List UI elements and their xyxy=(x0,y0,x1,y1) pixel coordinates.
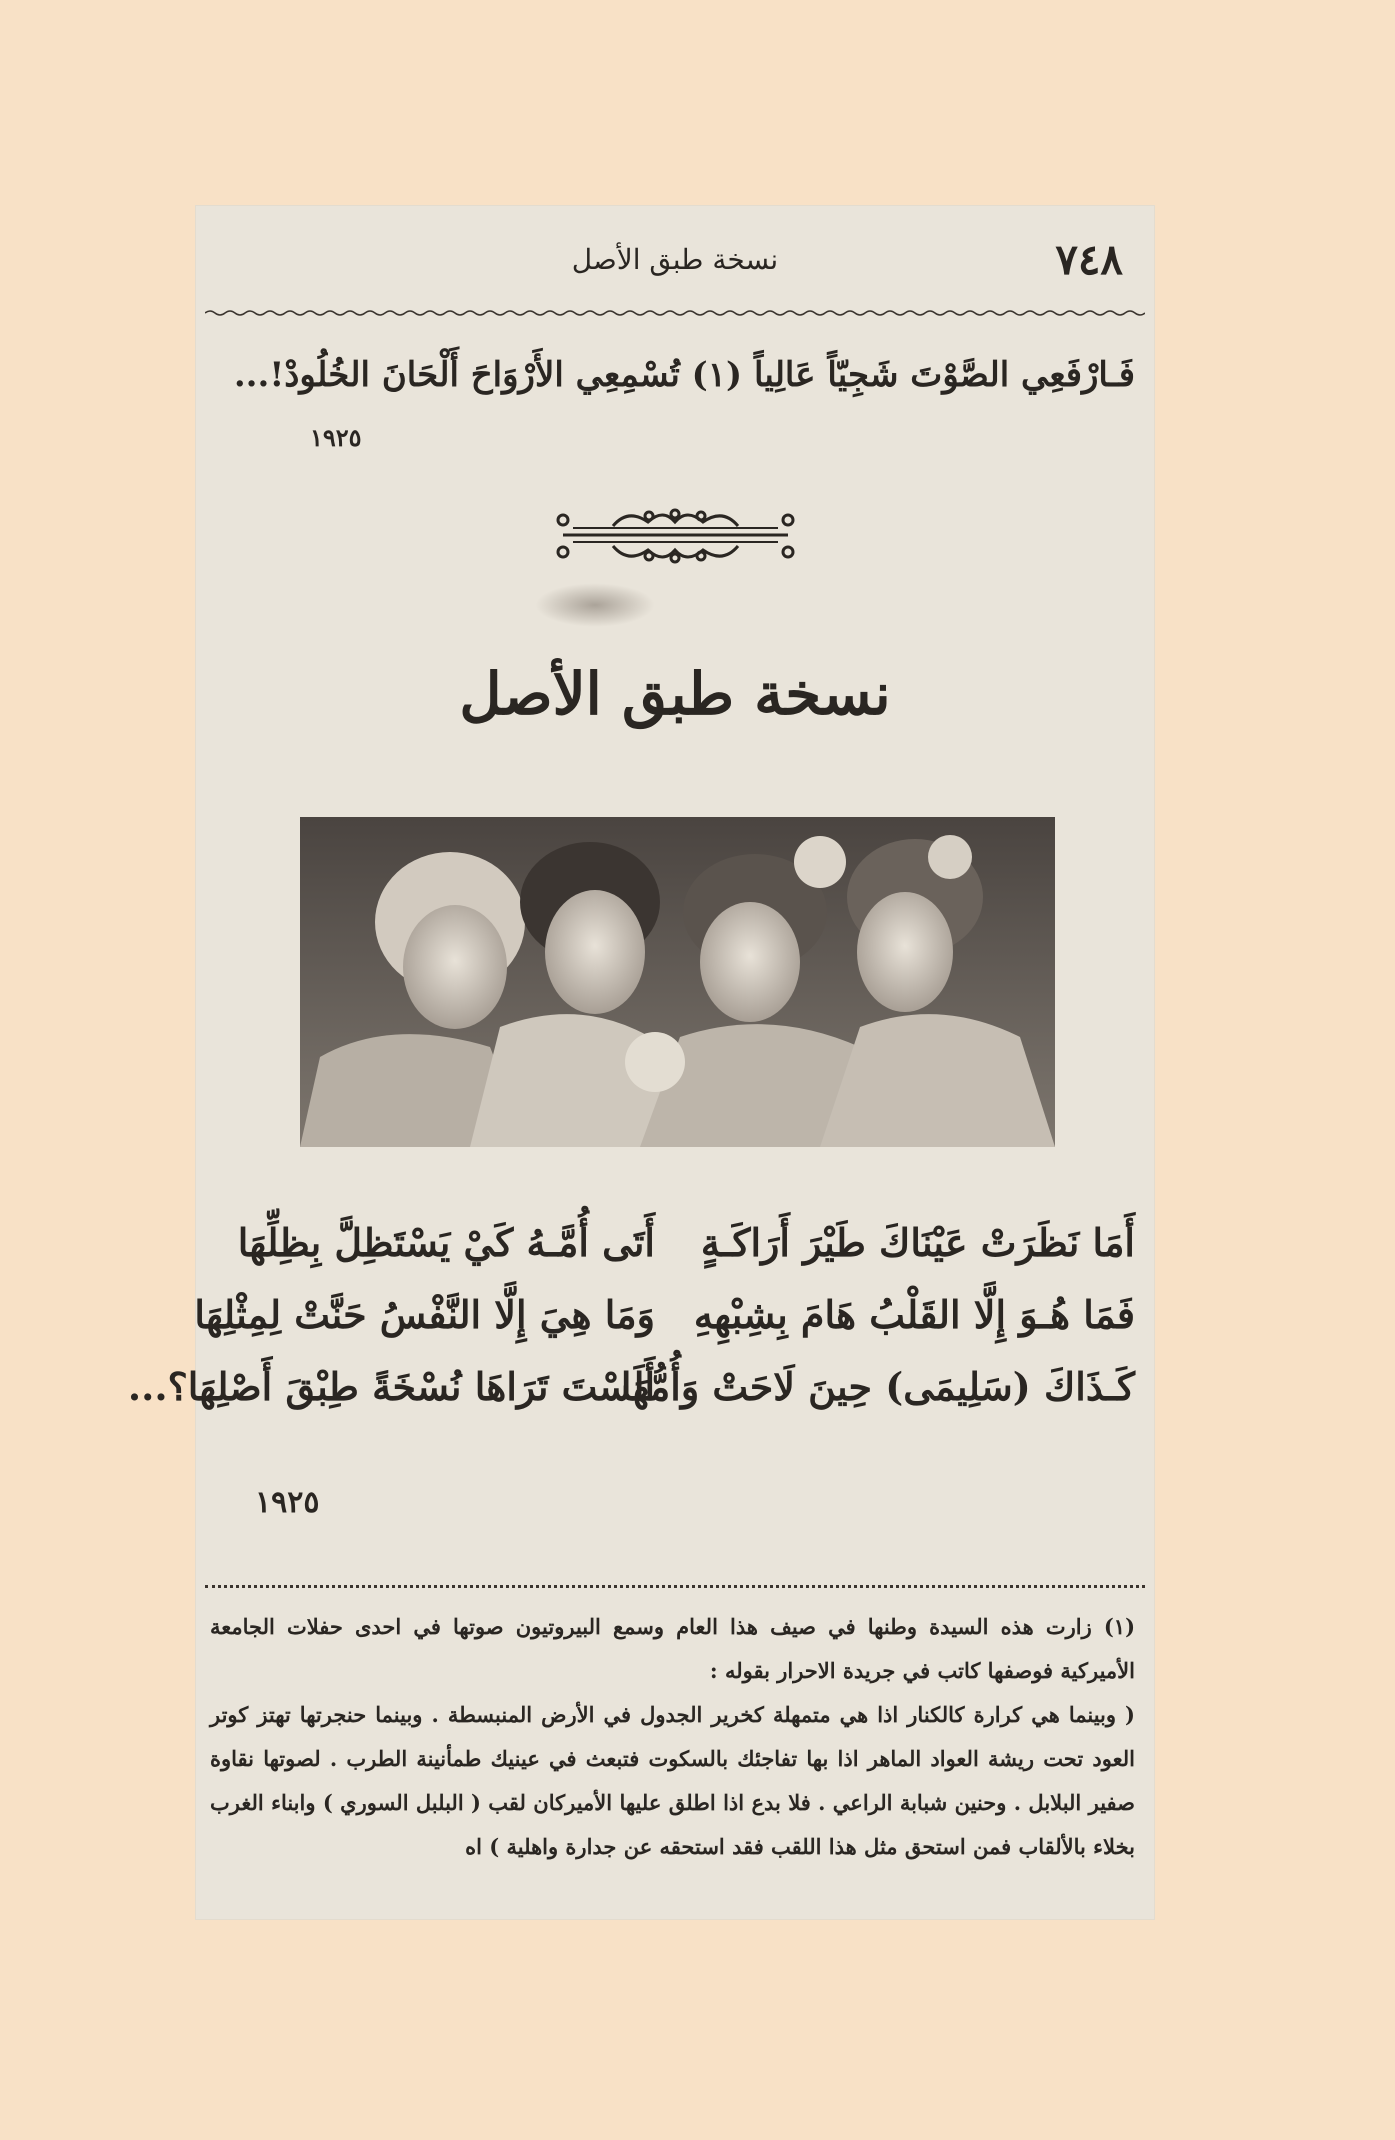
poem-hemistich-left: أَتَى أُمَّـهُ كَيْ يَسْتَظِلَّ بِظِلِّهَا xyxy=(237,1220,655,1265)
magazine-page xyxy=(127,205,1155,1920)
poem-date: ١٩٢٥ xyxy=(255,1485,320,1520)
poem-hemistich-right: فَمَا هُـوَ إِلَّا القَلْبُ هَامَ بِشِبْهِهِ xyxy=(693,1292,1135,1337)
main-title: نسخة طبق الأصل xyxy=(459,660,891,728)
group-photograph xyxy=(300,817,1055,1147)
poem-hemistich-left: أَلَسْتَ تَرَاهَا نُسْخَةً طِبْقَ أَصْلِهَا؟... xyxy=(127,1364,655,1409)
footnote-paragraph-2: ( وبينما هي كرارة كالكنار اذا هي متمهلة كخرير الجدول في الأرض المنبسطة . وبينما حنجرتها تهتز كوتر العود تحت ريشة العواد الماهر اذا بها تفاجئك بالسكوت فتبعث في عينيك طمأنينة الطرب . لصوتها نقاوة صفير البلابل . وحنين شبابة الراعي . فلا بدع اذا اطلق عليها الأميركان لقب ( البلبل السوري ) وابناء الغرب بخلاء بالألقاب فمن استحق مثل هذا اللقب فقد استحقه عن جدارة واهلية ) اه xyxy=(210,1702,1135,1859)
photo-graphic xyxy=(300,817,1055,1147)
footnote-paragraph-1: (١) زارت هذه السيدة وطنها في صيف هذا العام وسمع البيروتيون صوتها في احدى حفلات الجامعة الأميركية فوصفها كاتب في جريدة الاحرار بقوله : xyxy=(210,1614,1135,1683)
ornament-divider xyxy=(553,500,798,570)
ink-smudge xyxy=(535,583,655,627)
poem-row xyxy=(194,1292,1140,1364)
footnote-separator xyxy=(205,1585,1145,1588)
poem-row xyxy=(210,1220,1140,1292)
wavy-rule-graphic xyxy=(205,309,1145,317)
poem-row xyxy=(127,1364,1140,1436)
poem-hemistich-right: كَـذَاكَ (سَلِيمَى) حِينَ لَاحَتْ وَأُمُّهَا xyxy=(620,1364,1135,1409)
footnote xyxy=(210,1605,1135,1869)
poem-hemistich-left: وَمَا هِيَ إِلَّا النَّفْسُ حَنَّتْ لِمِثْلِهَا xyxy=(194,1292,655,1337)
page-header xyxy=(215,235,1135,295)
running-title: نسخة طبق الأصل xyxy=(571,243,779,276)
header-wavy-rule xyxy=(205,309,1145,317)
top-verse-date: ١٩٢٥ xyxy=(310,423,362,452)
top-verse: فَـارْفَعِي الصَّوْتَ شَجِيّاً عَالِياً (١) تُسْمِعِي الأَرْوَاحَ أَلْحَانَ الخُلُودْ!... xyxy=(233,355,1135,395)
ornament-graphic xyxy=(553,500,798,570)
poem-hemistich-right: أَمَا نَظَرَتْ عَيْنَاكَ طَيْرَ أَرَاكَـةٍ xyxy=(700,1220,1135,1265)
poem xyxy=(127,1220,1140,1450)
page-number: ٧٤٨ xyxy=(1055,235,1123,284)
